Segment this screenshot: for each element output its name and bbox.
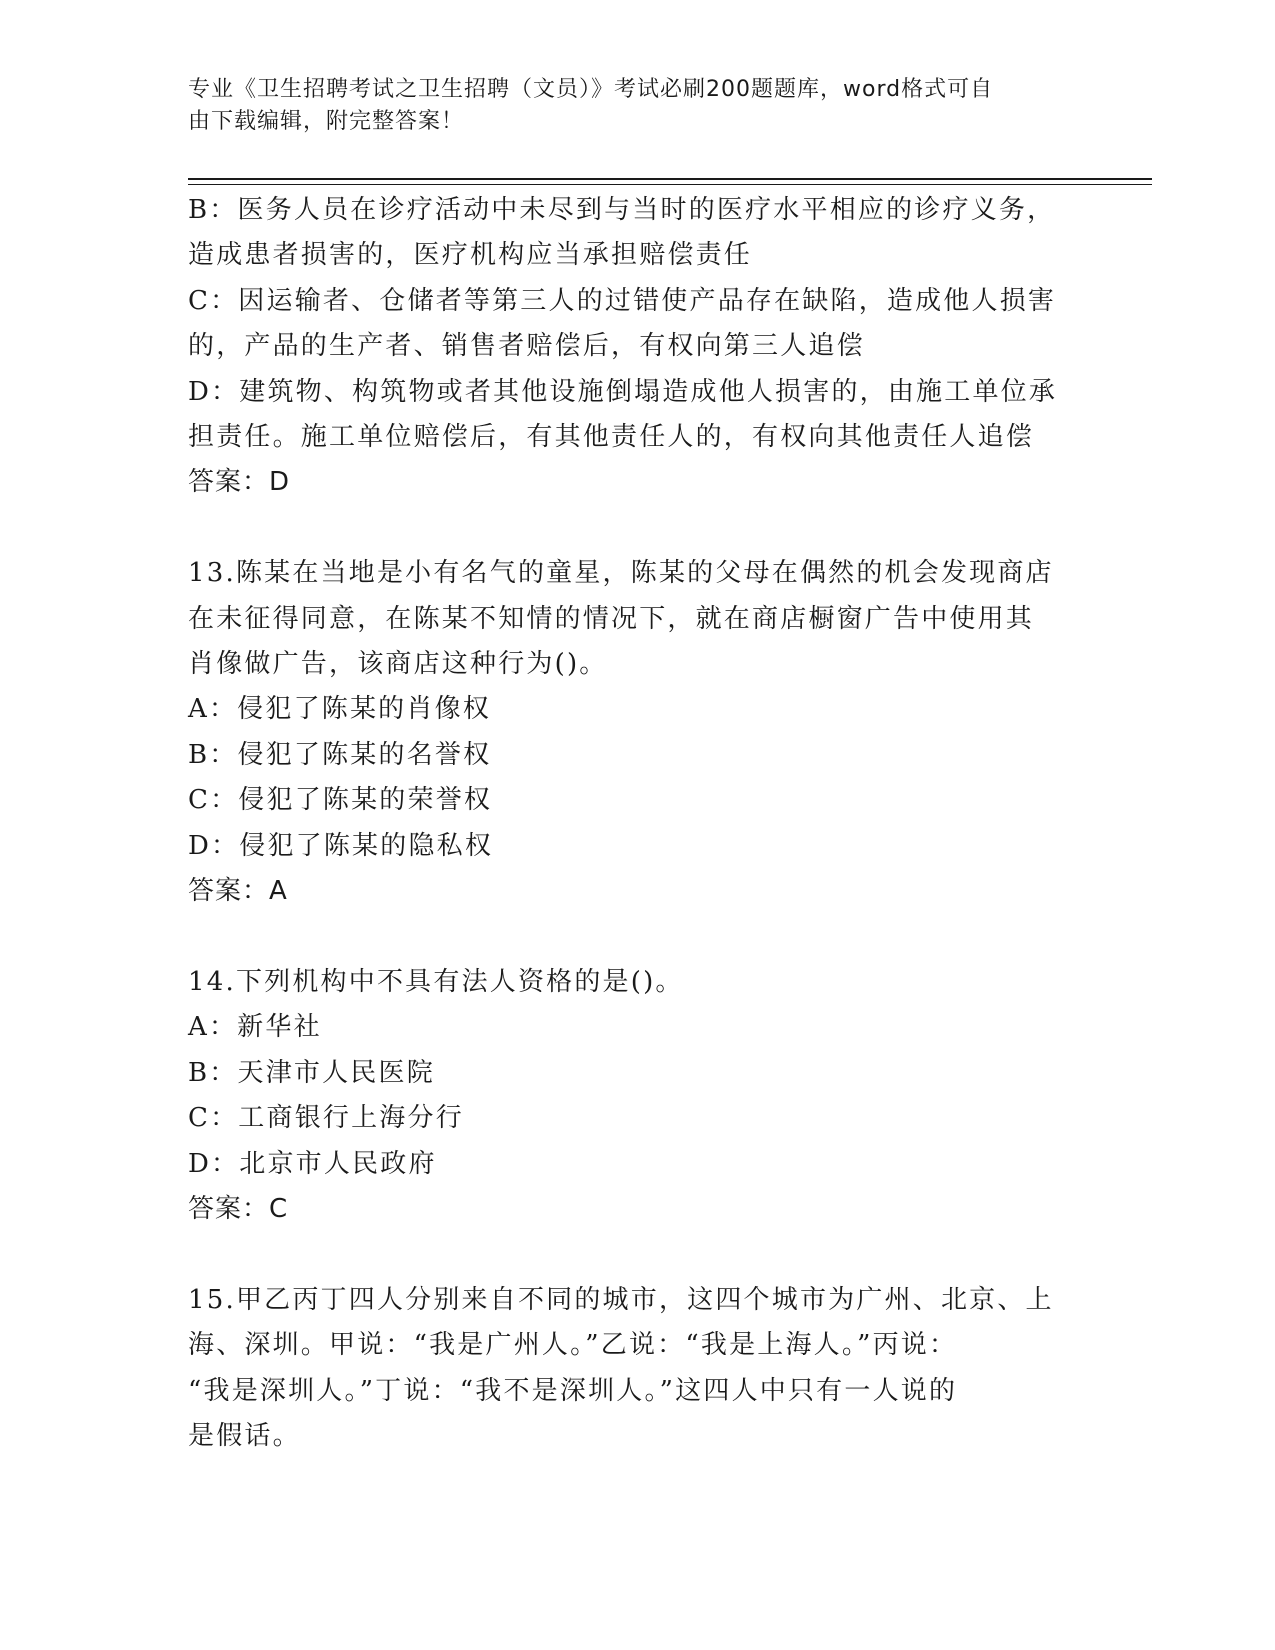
question-13 bbox=[188, 551, 1088, 914]
question-15-line-1: 15.甲乙丙丁四人分别来自不同的城市，这四个城市为广州、北京、上 bbox=[188, 1284, 1054, 1315]
document-body bbox=[188, 188, 1088, 1459]
option-b-line-2: 造成患者损害的，医疗机构应当承担赔偿责任 bbox=[188, 240, 753, 271]
spacer bbox=[188, 914, 1088, 959]
spacer bbox=[188, 1232, 1088, 1277]
question-12-continued bbox=[188, 188, 1088, 506]
question-13-line-3: 肖像做广告，该商店这种行为()。 bbox=[188, 649, 608, 680]
question-13-line-1: 13.陈某在当地是小有名气的童星，陈某的父母在偶然的机会发现商店 bbox=[188, 558, 1054, 589]
header-rule-thin bbox=[188, 184, 1152, 185]
question-14-line-1: 14.下列机构中不具有法人资格的是()。 bbox=[188, 966, 684, 997]
document-header bbox=[188, 74, 1068, 138]
option-c-line-2: 的，产品的生产者、销售者赔偿后，有权向第三人追偿 bbox=[188, 331, 865, 362]
header-line-2: 由下载编辑，附完整答案！ bbox=[188, 109, 465, 134]
question-15 bbox=[188, 1278, 1088, 1460]
question-14-option-d: D：北京市人民政府 bbox=[188, 1148, 437, 1179]
option-c-line-1: C：因运输者、仓储者等第三人的过错使产品存在缺陷，造成他人损害 bbox=[188, 285, 1057, 316]
answer-12: 答案：D bbox=[188, 467, 291, 498]
answer-14: 答案：C bbox=[188, 1193, 289, 1224]
header-line-1: 专业《卫生招聘考试之卫生招聘（文员）》考试必刷200题题库，word格式可自 bbox=[188, 77, 994, 102]
question-14-option-c: C：工商银行上海分行 bbox=[188, 1103, 464, 1134]
option-d-line-1: D：建筑物、构筑物或者其他设施倒塌造成他人损害的，由施工单位承 bbox=[188, 376, 1058, 407]
question-13-option-a: A：侵犯了陈某的肖像权 bbox=[188, 694, 491, 725]
answer-13: 答案：A bbox=[188, 876, 288, 907]
spacer bbox=[188, 506, 1088, 551]
question-13-option-d: D：侵犯了陈某的隐私权 bbox=[188, 830, 494, 861]
question-15-line-3: “我是深圳人。”丁说：“我不是深圳人。”这四人中只有一人说的 bbox=[188, 1375, 958, 1406]
question-15-line-2: 海、深圳。甲说：“我是广州人。”乙说：“我是上海人。”丙说： bbox=[188, 1330, 958, 1361]
question-14-option-b: B：天津市人民医院 bbox=[188, 1057, 435, 1088]
question-14-option-a: A：新华社 bbox=[188, 1012, 322, 1043]
option-b-line-1: B：医务人员在诊疗活动中未尽到与当时的医疗水平相应的诊疗义务， bbox=[188, 195, 1056, 225]
option-d-line-2: 担责任。施工单位赔偿后，有其他责任人的，有权向其他责任人追偿 bbox=[188, 422, 1035, 453]
question-14 bbox=[188, 960, 1088, 1232]
header-rule-thick bbox=[188, 178, 1152, 180]
question-13-line-2: 在未征得同意，在陈某不知情的情况下，就在商店橱窗广告中使用其 bbox=[188, 603, 1035, 634]
question-13-option-b: B：侵犯了陈某的名誉权 bbox=[188, 739, 492, 770]
question-15-line-4: 是假话。 bbox=[188, 1420, 301, 1451]
question-13-option-c: C：侵犯了陈某的荣誉权 bbox=[188, 785, 493, 816]
